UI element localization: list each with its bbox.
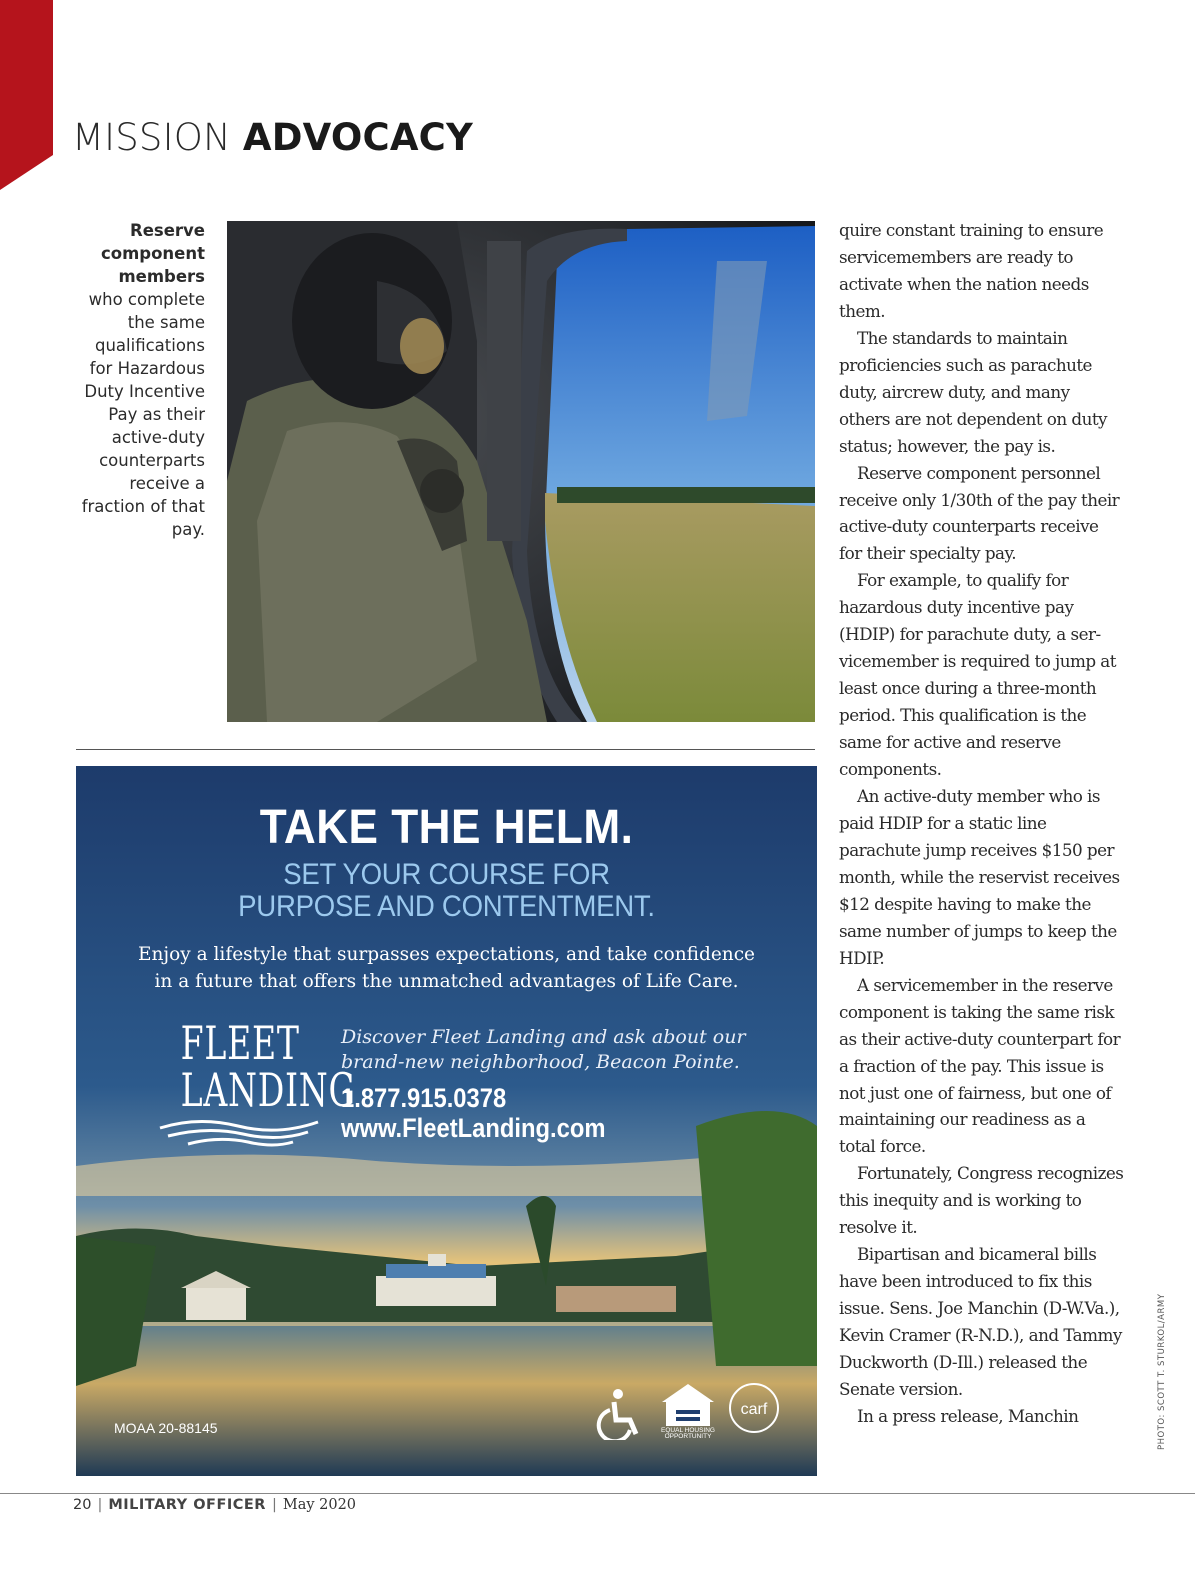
ad-body-line: in a future that offers the unmatched advantages of Life Care. [154,971,739,992]
ad-website-link[interactable]: www.FleetLanding.com [341,1113,606,1143]
ad-subhead-line: SET YOUR COURSE FOR [283,858,610,891]
caption-line: fraction of that [81,497,205,516]
logo-text-fleet: FLEET [180,1016,300,1070]
footer-separator: | [271,1497,277,1513]
section-color-tab [0,0,56,190]
caption-line: pay. [171,520,205,539]
article-paragraph: A servicemember in the reserve component is taking the same risk as their active-duty counterpart for a fraction of the pay. This issue is not just one of fairness, but one of maintaining our readiness as a total force. [839,974,1121,1157]
caption-bold-line: Reserve [130,221,205,240]
footer-separator: | [97,1497,103,1513]
logo-waves-icon [158,1114,320,1154]
article-paragraph: Reserve component personnel receive only 1/30th of the pay their active-duty counterparts receive for their specialty pay. [839,462,1120,564]
article-paragraph: An active-duty member who is paid HDIP for a static line parachute jump receives $150 per month, while the reservist receives $12 despite having to make the same number of jumps to keep the HDIP. [839,786,1120,968]
caption-line: the same [127,313,205,332]
divider-rule [76,749,815,750]
helicopter-crew-photo [227,221,815,722]
article-paragraph: In a press release, Manchin [857,1405,1079,1426]
ad-phone-number[interactable]: 1.877.915.0378 [341,1083,507,1113]
ad-headline: TAKE THE HELM. [259,801,634,854]
magazine-name: MILITARY OFFICER [108,1497,266,1513]
issue-date: May 2020 [282,1497,357,1513]
section-header [72,116,473,159]
ad-body-line: Enjoy a lifestyle that surpasses expectations, and take confidence [137,944,755,965]
caption-line: Duty Incentive [84,382,205,401]
caption-bold-line: members [118,267,205,286]
caption-line: for Hazardous [89,359,205,378]
page-number: 20 [73,1497,92,1513]
ad-badges [596,1380,786,1440]
section-header-bold: ADVOCACY [242,116,474,159]
caption-line: qualifications [95,336,205,355]
caption-line: who complete [88,290,205,309]
eho-text-2: OPPORTUNITY [664,1433,712,1440]
carf-text: carf [740,1401,768,1418]
article-paragraph: For example, to qualify for hazardous duty incentive pay (HDIP) for parachute duty, a servicemember is required to jump at least once during a three-month period. This qualification is the same for active and reserve components. [839,570,1116,780]
section-header-light: MISSION [72,116,231,159]
page-footer [73,1497,356,1513]
ad-tagline-line: brand-new neighborhood, Beacon Pointe. [341,1051,740,1073]
eho-text-1: EQUAL HOUSING [661,1427,715,1434]
fleet-landing-logo [158,1016,356,1158]
caption-line: active-duty [111,428,205,447]
article-column [839,217,1124,1430]
photo-credit: PHOTO: SCOTT T. STURKOL/ARMY [1157,1293,1167,1450]
ad-tagline-line: Discover Fleet Landing and ask about our [341,1026,746,1048]
article-paragraph: Fortunately, Congress recognizes this inequity and is working to resolve it. [839,1163,1124,1238]
article-paragraph: The standards to maintain proficiencies such as parachute duty, aircrew duty, and many others are not dependent on duty status; however, the pay is. [839,327,1107,456]
caption-line: receive a [129,474,205,493]
ad-tagline [341,1025,761,1075]
article-paragraph: Bipartisan and bicameral bills have been introduced to fix this issue. Sens. Joe Manchin (D-W.Va.), Kevin Cramer (R-N.D.), and Tammy Duckworth (D-Ill.) released the Senate version. [839,1244,1122,1399]
article-paragraph: quire constant training to ensure servicemembers are ready to activate when the nation needs them. [839,220,1104,321]
caption-line: Pay as their [108,405,205,424]
caption-line: counterparts [99,451,205,470]
footer-rule [0,1493,1195,1494]
caption-bold-line: component [100,244,205,263]
ad-subhead-line: PURPOSE AND CONTENTMENT. [238,890,655,923]
logo-text-landing: LANDING [180,1063,356,1117]
photo-caption [70,219,205,541]
ad-code: MOAA 20-88145 [114,1420,218,1436]
